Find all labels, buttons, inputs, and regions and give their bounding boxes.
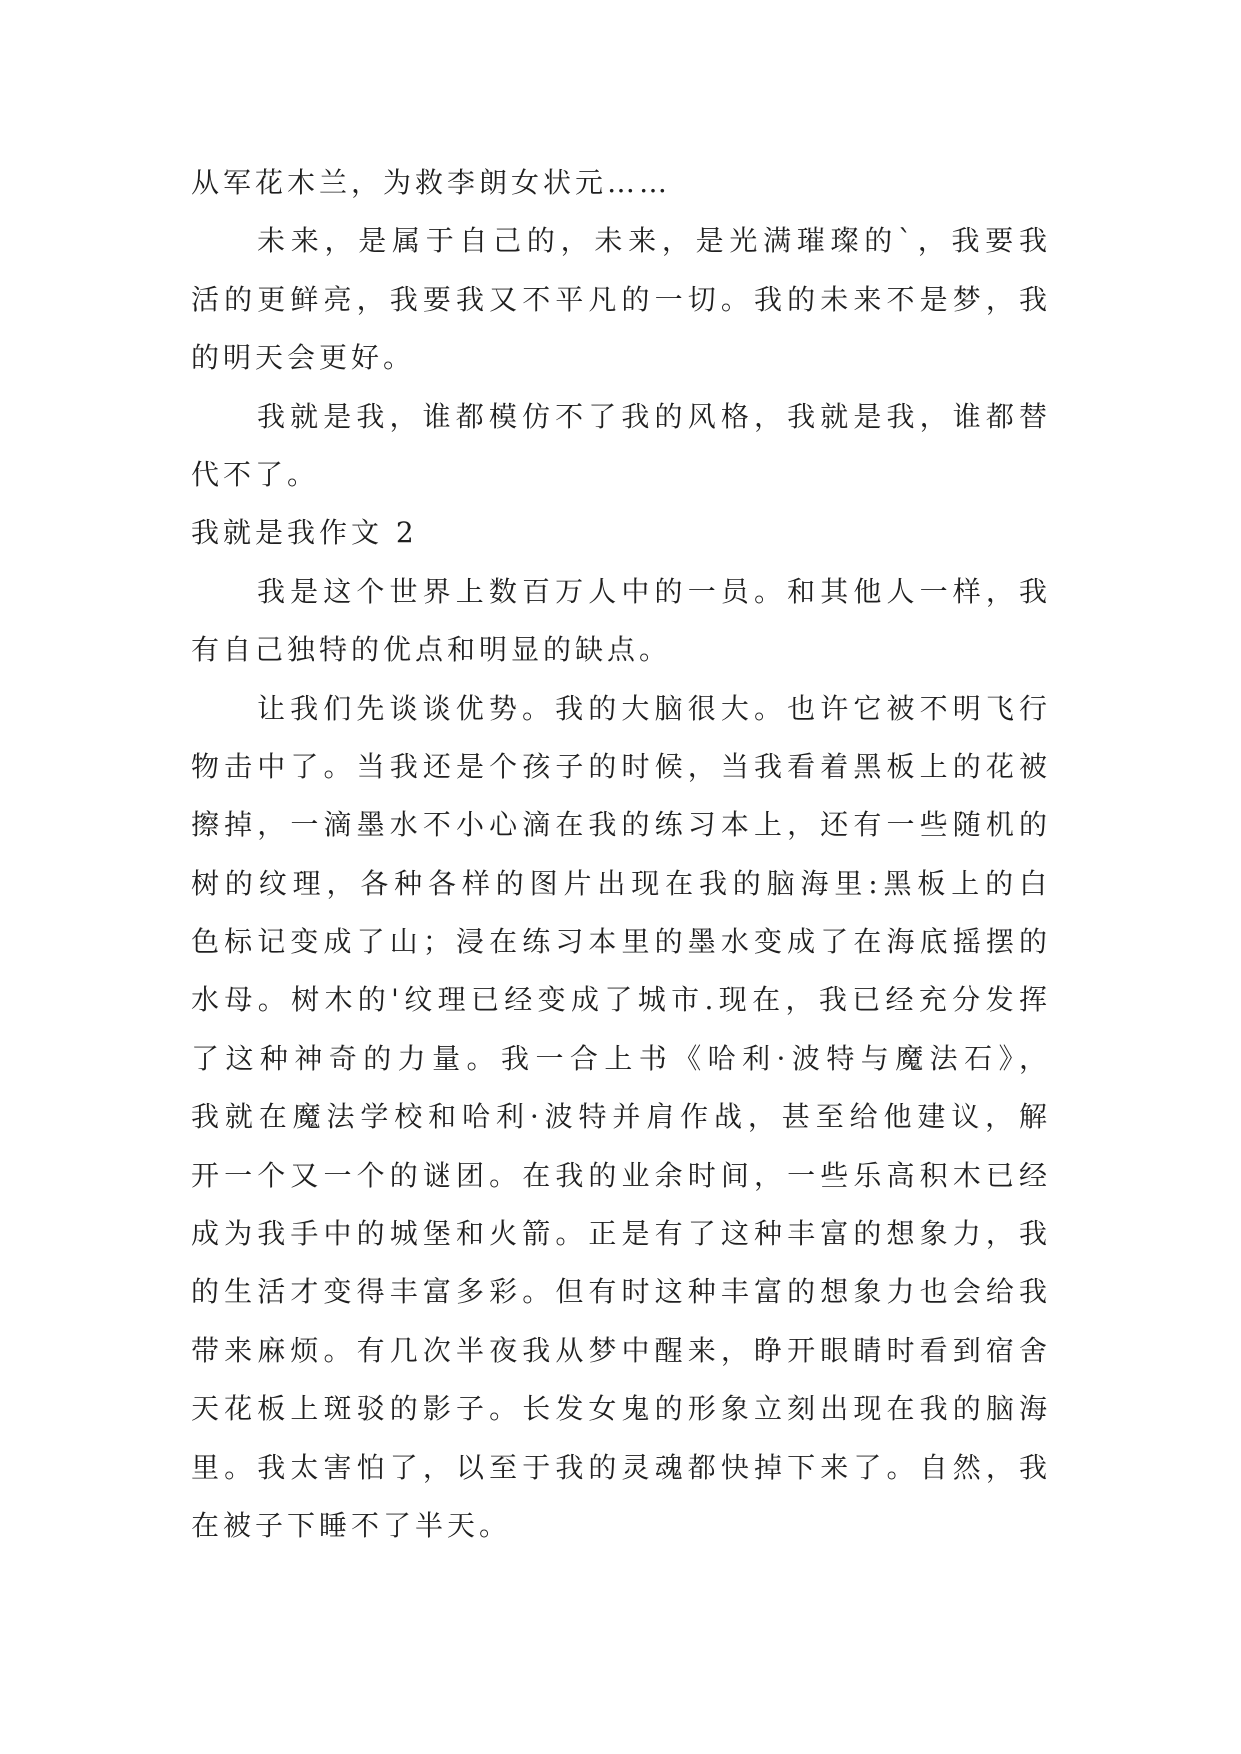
paragraph-line: 我就是我，谁都模仿不了我的风格，我就是我，谁都替 — [257, 399, 1051, 433]
paragraph-line: 的明天会更好。 — [191, 341, 416, 375]
paragraph-line: 了这种神奇的力量。我一合上书《哈利·波特与魔法石》， — [191, 1041, 1051, 1075]
paragraph-line: 让我们先谈谈优势。我的大脑很大。也许它被不明飞行 — [257, 691, 1051, 725]
paragraph-line: 我就在魔法学校和哈利·波特并肩作战，甚至给他建议，解 — [191, 1100, 1051, 1134]
paragraph-line: 未来，是属于自己的，未来，是光满璀璨的`，我要我 — [257, 224, 1051, 258]
paragraph-line: 里。我太害怕了，以至于我的灵魂都快掉下来了。自然，我 — [191, 1450, 1051, 1484]
paragraph-line: 带来麻烦。有几次半夜我从梦中醒来，睁开眼睛时看到宿舍 — [191, 1333, 1051, 1367]
section-heading: 我就是我作文 2 — [191, 516, 418, 550]
paragraph-line: 活的更鲜亮，我要我又不平凡的一切。我的未来不是梦，我 — [191, 282, 1051, 316]
essay-text — [191, 154, 1051, 1555]
paragraph-line: 物击中了。当我还是个孩子的时候，当我看着黑板上的花被 — [191, 749, 1051, 783]
paragraph-line: 我是这个世界上数百万人中的一员。和其他人一样，我 — [257, 574, 1051, 608]
paragraph-line: 色标记变成了山；浸在练习本里的墨水变成了在海底摇摆的 — [191, 925, 1051, 959]
paragraph-line: 水母。树木的'纹理已经变成了城市.现在，我已经充分发挥 — [191, 983, 1051, 1017]
paragraph-line: 在被子下睡不了半天。 — [191, 1508, 512, 1542]
paragraph-line: 树的纹理，各种各样的图片出现在我的脑海里:黑板上的白 — [191, 866, 1051, 900]
paragraph-line: 擦掉，一滴墨水不小心滴在我的练习本上，还有一些随机的 — [191, 808, 1051, 842]
paragraph-line: 开一个又一个的谜团。在我的业余时间，一些乐高积木已经 — [191, 1158, 1051, 1192]
paragraph-line: 天花板上斑驳的影子。长发女鬼的形象立刻出现在我的脑海 — [191, 1392, 1051, 1426]
paragraph-line: 代不了。 — [191, 457, 320, 491]
paragraph-line: 有自己独特的优点和明显的缺点。 — [191, 633, 672, 667]
paragraph-line: 成为我手中的城堡和火箭。正是有了这种丰富的想象力，我 — [191, 1217, 1051, 1251]
paragraph-line: 从军花木兰，为救李朗女状元…… — [191, 166, 672, 199]
paragraph-line: 的生活才变得丰富多彩。但有时这种丰富的想象力也会给我 — [191, 1275, 1051, 1309]
